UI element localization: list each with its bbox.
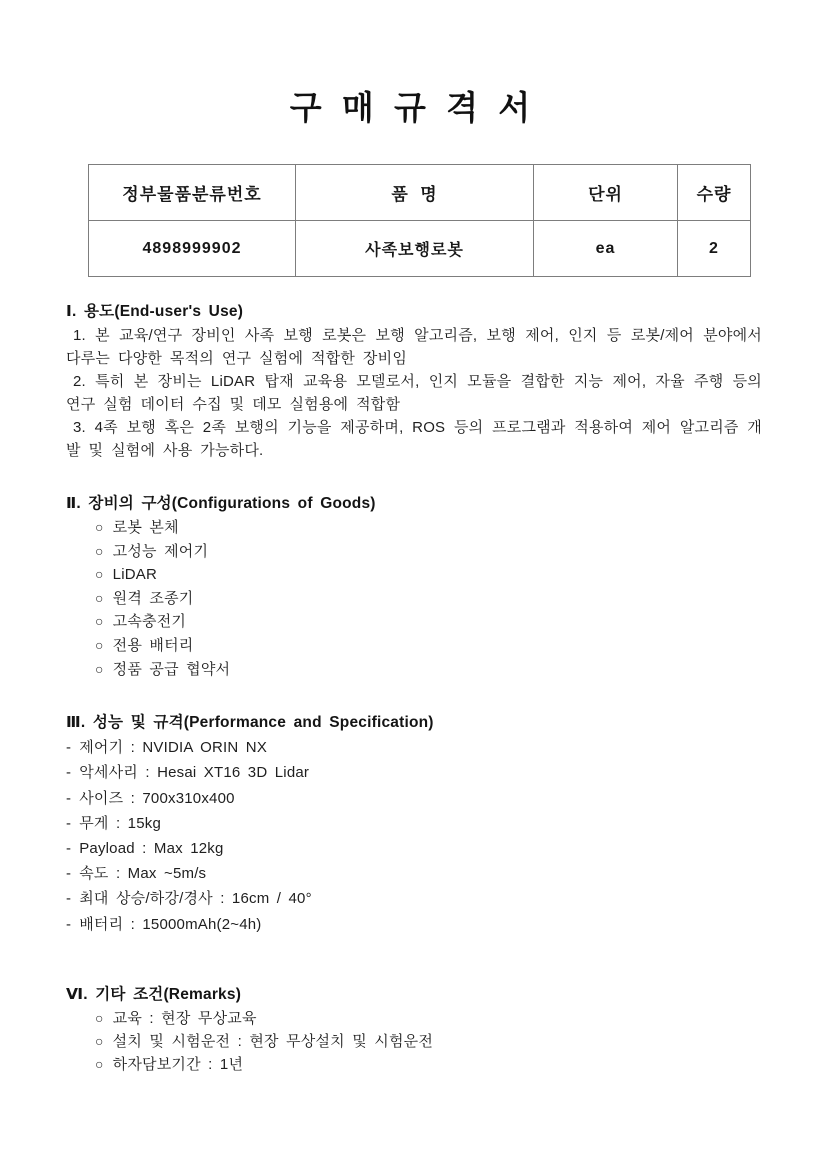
- spec-item-label: 배터리 : 15000mAh(2~4h): [79, 915, 262, 933]
- config-item-label: 고속충전기: [112, 613, 187, 631]
- dash-bullet-icon: -: [66, 789, 72, 807]
- spec-item-label: Payload : Max 12kg: [79, 839, 224, 857]
- cell-item-name: 사족보행로봇: [296, 221, 534, 277]
- circle-bullet-icon: ○: [95, 519, 104, 535]
- list-item: [95, 563, 762, 587]
- dash-bullet-icon: -: [66, 865, 72, 883]
- list-item: [66, 836, 762, 861]
- circle-bullet-icon: ○: [95, 613, 104, 630]
- list-item: [95, 610, 762, 634]
- dash-bullet-icon: -: [66, 764, 72, 782]
- circle-bullet-icon: ○: [95, 1009, 104, 1026]
- remarks-item-label: 하자담보기간 : 1년: [112, 1055, 244, 1073]
- config-item-label: 원격 조종기: [112, 589, 194, 607]
- circle-bullet-icon: ○: [95, 566, 104, 583]
- remarks-item-list: [66, 1007, 762, 1076]
- config-item-label: 고성능 제어기: [112, 542, 209, 560]
- section-use-heading: Ⅰ. 용도(End-user's Use): [66, 303, 244, 320]
- cell-quantity: 2: [678, 221, 751, 277]
- list-item: [95, 634, 762, 658]
- table-row: [89, 221, 751, 277]
- section-config-heading: Ⅱ. 장비의 구성(Configurations of Goods): [66, 495, 376, 512]
- config-item-label: 정품 공급 협약서: [112, 660, 231, 678]
- spec-item-label: 악세사리 : Hesai XT16 3D Lidar: [79, 764, 310, 782]
- list-item: [66, 886, 762, 911]
- dash-bullet-icon: -: [66, 839, 72, 857]
- list-item: [66, 760, 762, 785]
- dash-bullet-icon: -: [66, 739, 72, 757]
- circle-bullet-icon: ○: [95, 660, 104, 677]
- item-summary-table: [88, 164, 751, 277]
- cell-classification-number: 4898999902: [89, 221, 296, 277]
- document-body: [0, 164, 826, 1076]
- spec-item-label: 무게 : 15kg: [79, 814, 162, 832]
- spec-item-label: 사이즈 : 700x310x400: [79, 789, 235, 807]
- list-item: [95, 1030, 762, 1053]
- remarks-item-label: 교육 : 현장 무상교육: [112, 1009, 257, 1027]
- list-item: [95, 516, 762, 540]
- list-item: [66, 786, 762, 811]
- dash-bullet-icon: -: [66, 915, 72, 933]
- section-remarks: [66, 983, 762, 1076]
- header-classification-number: 정부물품분류번호: [89, 165, 296, 221]
- spec-item-label: 제어기 : NVIDIA ORIN NX: [79, 739, 268, 757]
- use-paragraph-3: 3. 4족 보행 혹은 2족 보행의 기능을 제공하며, ROS 등의 프로그램과 적용하여 제어 알고리즘 개발 및 실험에 사용 가능하다.: [66, 419, 762, 459]
- header-quantity: 수량: [678, 165, 751, 221]
- use-paragraph-2: 2. 특히 본 장비는 LiDAR 탑재 교육용 모델로서, 인지 모듈을 결합한 지능 제어, 자율 주행 등의 연구 실험 데이터 수집 및 데모 실험용에 적합함: [66, 373, 762, 413]
- list-item: [95, 1007, 762, 1030]
- list-item: [66, 811, 762, 836]
- header-item-name: 품 명: [296, 165, 534, 221]
- section-performance-specification: [66, 711, 762, 937]
- circle-bullet-icon: ○: [95, 1032, 104, 1049]
- list-item: [95, 587, 762, 611]
- use-paragraph-1: 1. 본 교육/연구 장비인 사족 보행 로봇은 보행 알고리즘, 보행 제어, 인지 등 로봇/제어 분야에서 다루는 다양한 목적의 연구 실험에 적합한 장비임: [66, 327, 762, 367]
- list-item: [95, 658, 762, 682]
- spec-item-label: 최대 상승/하강/경사 : 16cm / 40°: [79, 890, 312, 908]
- circle-bullet-icon: ○: [95, 636, 104, 653]
- list-item: [66, 735, 762, 760]
- config-item-label: LiDAR: [112, 566, 158, 584]
- dash-bullet-icon: -: [66, 890, 72, 908]
- document-title: 구 매 규 격 서: [289, 91, 537, 127]
- section-end-users-use: [66, 300, 762, 462]
- header-unit: 단위: [534, 165, 678, 221]
- dash-bullet-icon: -: [66, 814, 72, 832]
- list-item: [66, 861, 762, 886]
- circle-bullet-icon: ○: [95, 589, 104, 606]
- config-item-label: 로봇 본체: [112, 519, 179, 536]
- section-perf-heading: Ⅲ. 성능 및 규격(Performance and Specification): [66, 714, 434, 732]
- circle-bullet-icon: ○: [95, 542, 104, 559]
- spec-item-list: [66, 735, 762, 937]
- table-header-row: [89, 165, 751, 221]
- cell-unit: ea: [534, 221, 678, 277]
- config-item-list: [66, 516, 762, 681]
- section-remarks-heading: Ⅵ. 기타 조건(Remarks): [66, 985, 242, 1003]
- list-item: [95, 540, 762, 564]
- list-item: [66, 912, 762, 937]
- remarks-item-label: 설치 및 시험운전 : 현장 무상설치 및 시험운전: [112, 1032, 434, 1050]
- spec-item-label: 속도 : Max ~5m/s: [79, 865, 207, 883]
- section-configurations-of-goods: [66, 492, 762, 681]
- config-item-label: 전용 배터리: [112, 636, 194, 654]
- list-item: [95, 1053, 762, 1076]
- circle-bullet-icon: ○: [95, 1055, 104, 1072]
